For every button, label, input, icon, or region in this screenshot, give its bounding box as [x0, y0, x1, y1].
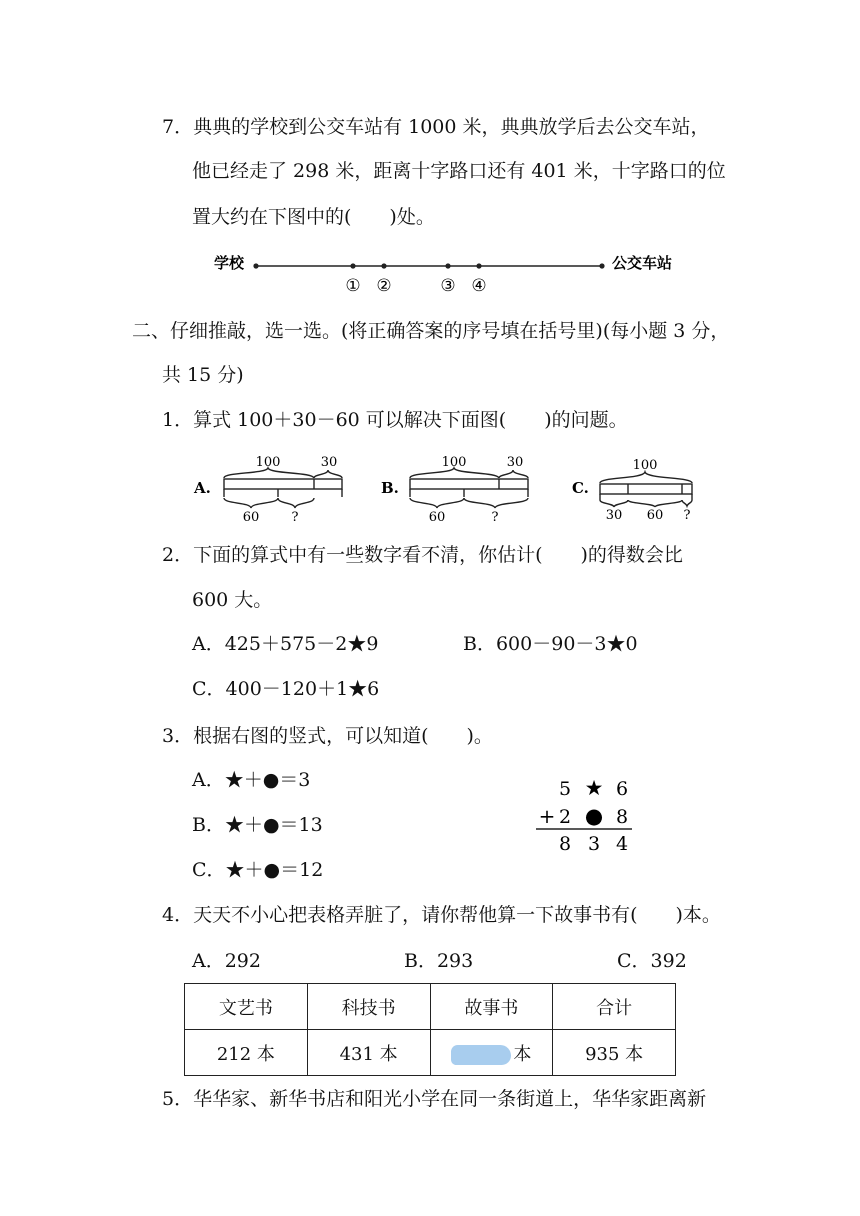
q2-option-c: C．400－120＋1★6 [192, 678, 380, 700]
q1-option-c-bottom-1: 30 [605, 508, 623, 523]
q1-option-c-bottom-2: 60 [646, 508, 664, 523]
q1-option-b-bottom-1: 60 [428, 510, 446, 525]
header-science: 科技书 [307, 984, 430, 1030]
header-total: 合计 [553, 984, 676, 1030]
q1-option-c-top-1: 100 [632, 458, 658, 473]
q1-option-c-diagram [600, 472, 692, 507]
q1-option-a-bottom-1: 60 [242, 510, 260, 525]
q1-option-diagrams [188, 450, 708, 526]
q4-text: 4．天天不小心把表格弄脏了，请你帮他算一下故事书有( )本。 [162, 904, 721, 926]
q7-marker-4: ④ [471, 276, 487, 296]
q3-result-digit-2: 3 [587, 833, 601, 855]
q1-option-a-diagram [224, 468, 342, 508]
header-story: 故事书 [430, 984, 553, 1030]
q4-option-b: B．293 [404, 950, 474, 972]
value-literature: 212 本 [185, 1030, 308, 1076]
q3-option-a: A．★＋●＝3 [192, 769, 311, 791]
q3-option-b: B．★＋●＝13 [192, 814, 323, 836]
q7-number-line-diagram [200, 246, 700, 298]
q1-option-c-bottom-3: ? [683, 508, 691, 523]
value-science: 431 本 [307, 1030, 430, 1076]
ink-stain [451, 1045, 511, 1065]
q3-row1-digit-1: 5 [558, 778, 572, 800]
q7-point-2 [381, 263, 386, 268]
q4-option-a: A．292 [192, 950, 261, 972]
value-total: 935 本 [553, 1030, 676, 1076]
q2-option-a: A．425＋575－2★9 [192, 633, 379, 655]
q1-option-c-letter: C. [572, 479, 589, 497]
q7-marker-2: ② [376, 276, 392, 296]
q3-plus-sign: + [538, 804, 556, 828]
q1-text: 1．算式 100＋30－60 可以解决下面图( )的问题。 [162, 409, 628, 431]
value-story-cell [430, 1030, 553, 1076]
table-row [185, 1030, 676, 1076]
table-row [185, 984, 676, 1030]
q1-option-b-letter: B. [381, 479, 399, 497]
q1-option-a-top-1: 100 [255, 455, 281, 470]
q1-option-b-bottom-2: ? [491, 510, 499, 525]
q7-marker-3: ③ [440, 276, 456, 296]
q2-option-b: B．600－90－3★0 [463, 633, 638, 655]
q3-row2-digit-1: 2 [558, 806, 572, 828]
q3-row1-digit-3: 6 [615, 778, 629, 800]
q1-option-b-top-1: 100 [441, 455, 467, 470]
q1-option-b-top-2: 30 [506, 455, 524, 470]
q7-line3: 置大约在下图中的( )处。 [192, 206, 435, 228]
q7-point-4 [476, 263, 481, 268]
header-literature: 文艺书 [185, 984, 308, 1030]
q3-result-digit-1: 8 [558, 833, 572, 855]
q3-option-c: C．★＋●＝12 [192, 859, 324, 881]
q7-line1: 7．典典的学校到公交车站有 1000 米，典典放学后去公交车站， [162, 116, 710, 138]
q5-line1: 5．华华家、新华书店和阳光小学在同一条街道上，华华家距离新 [162, 1088, 707, 1110]
q7-line2: 他已经走了 298 米，距离十字路口还有 401 米，十字路口的位 [192, 160, 726, 182]
q3-result-digit-3: 4 [615, 833, 629, 855]
q4-option-c: C．392 [617, 950, 687, 972]
q7-station-label: 公交车站 [612, 254, 673, 272]
q3-text: 3．根据右图的竖式，可以知道( )。 [162, 725, 493, 747]
q3-row2-circle: ● [584, 804, 604, 828]
q7-school-point [253, 263, 258, 268]
q3-vertical-addition [530, 772, 640, 856]
q1-option-b-diagram [410, 468, 528, 508]
q2-line2: 600 大。 [192, 589, 273, 611]
q4-book-table [184, 983, 676, 1076]
q1-option-a-top-2: 30 [320, 455, 338, 470]
section2-heading-line2: 共 15 分) [162, 364, 244, 386]
value-story-unit: 本 [513, 1043, 532, 1065]
q7-point-3 [445, 263, 450, 268]
q2-line1: 2．下面的算式中有一些数字看不清，你估计( )的得数会比 [162, 544, 683, 566]
q7-school-label: 学校 [214, 254, 245, 272]
q3-row2-digit-3: 8 [615, 806, 629, 828]
q1-option-a-letter: A. [194, 479, 211, 497]
q1-option-a-bottom-2: ? [291, 510, 299, 525]
q7-point-1 [350, 263, 355, 268]
section2-heading-line1: 二、仔细推敲，选一选。(将正确答案的序号填在括号里)(每小题 3 分， [132, 320, 730, 342]
q3-row1-star: ★ [584, 776, 604, 800]
q7-station-point [599, 263, 604, 268]
q7-marker-1: ① [345, 276, 361, 296]
